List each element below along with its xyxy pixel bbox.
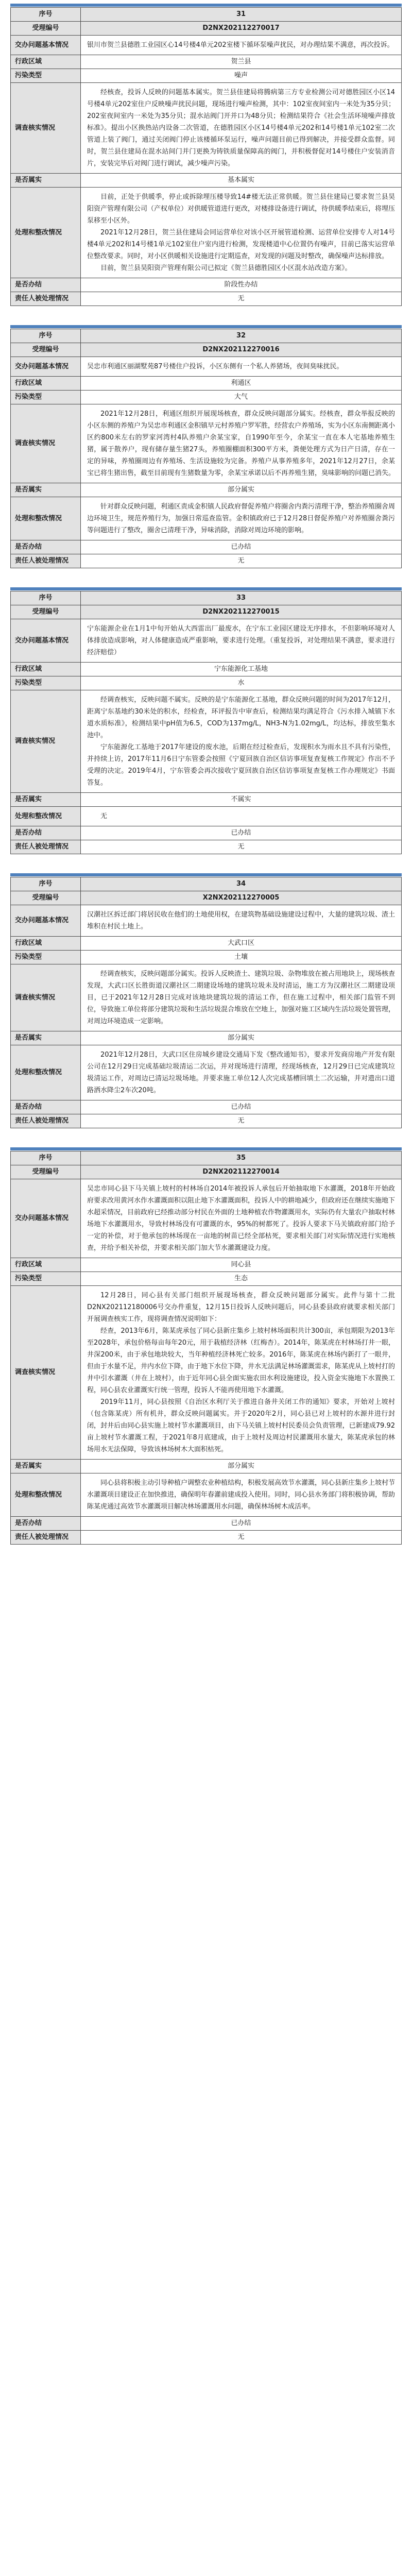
accountability-value: 无: [81, 1531, 402, 1545]
seq-label: 序号: [11, 329, 81, 343]
verified-label: 是否属实: [11, 1460, 81, 1473]
seq-number: 33: [81, 591, 402, 605]
pollution-type-value: 大气: [81, 391, 402, 404]
case-id-label: 受理编号: [11, 891, 81, 905]
case-id: D2NX202112270015: [81, 605, 402, 619]
pollution-type-label: 污染类型: [11, 676, 81, 690]
pollution-type-value: 水: [81, 676, 402, 690]
seq-number: 32: [81, 329, 402, 343]
record-divider-bar: [10, 1147, 402, 1150]
handling-paragraph: 无: [100, 812, 108, 820]
case-id: D2NX202112270016: [81, 343, 402, 357]
investigation-label: 调查核实情况: [11, 964, 81, 1031]
issue-label: 交办问题基本情况: [11, 1179, 81, 1258]
case-id-label: 受理编号: [11, 1165, 81, 1179]
investigation-text: [81, 404, 402, 483]
accountability-value: 无: [81, 554, 402, 568]
accountability-value: 无: [81, 292, 402, 306]
handling-paragraph: 2021年12月28日，贺兰县住建局会同运营单位对该小区开展管道检测、运营单位安排专人对14号楼4单元202和14号楼1单元102室住户室内进行检测，发现楼道中心位置仍有噪声，目前已落实运营单位整改要求。同时，对小区供暖相关设施进行定期巡查，对发现的问题及时整改，确保噪声达标排放。: [87, 229, 395, 260]
record-table: [10, 7, 402, 306]
handling-paragraph: 针对群众反映问题，利通区责成金积镇人民政府督促养殖户将圈舍内粪污清理干净，整治养殖圈舍周边环境卫生，规范养殖行为，加强日常巡查监管。金积镇政府已于12月28日督促养殖户对养殖圈舍粪污等问题进行了整改，圈舍已清理干净，异味消除，消除对周边环境的影响。: [87, 503, 396, 534]
case-id: D2NX202112270014: [81, 1165, 402, 1179]
complaint-record: [10, 325, 402, 568]
verified-label: 是否属实: [11, 483, 81, 497]
case-id-label: 受理编号: [11, 605, 81, 619]
case-id-label: 受理编号: [11, 22, 81, 36]
region-label: 行政区域: [11, 1258, 81, 1272]
pollution-type-value: 土壤: [81, 951, 402, 964]
handling-text: [81, 188, 402, 278]
completion-label: 是否办结: [11, 278, 81, 292]
record-divider-bar: [10, 4, 402, 7]
investigation-text: [81, 83, 402, 174]
handling-paragraph: 2021年12月28日，大武口区住房城乡建设交通局下发《整改通知书》，要求开发商房地产开发有限公司在12月29日完成基础垃圾清运二次运，并对现场进行清理，经现场核查，12月29日已完成建筑垃圾清运工作，对周边已清运垃圾场地。并要求施工单位12人次完成基槽回填土二次运输，并对遗出口道路洒水降尘2车次20吨。: [87, 1051, 395, 1094]
accountability-label: 责任人被处理情况: [11, 292, 81, 306]
handling-text: [81, 1045, 402, 1100]
investigation-text: [81, 964, 402, 1031]
verified-value: 部分属实: [81, 483, 402, 497]
issue-text: 宁东能源企业在1月1中旬开始从大西雷出厂最废水，在宁东工业园区建设无序排水，不但影响环境对人体排放造成影响，对人体健康造成严重影响，要求进行处理。（重复投诉，对处理结果不满意，要求进行经济赔偿）: [81, 619, 402, 663]
issue-text: 银川市贺兰县德胜工业园区心14号楼4单元202室楼下循环泵噪声扰民，对办理结果不满意，再次投诉。: [81, 36, 402, 55]
record-divider-bar: [10, 587, 402, 590]
accountability-label: 责任人被处理情况: [11, 554, 81, 568]
check-paragraph: 12月28日，同心县有关部门组织开展现场核查，群众反映问题部分属实。此件与第十二批D2NX202112180006号交办件重复，12月15日投诉人反映问题后，同心县委县政府就要求相关部门开展调查核实工作，现将调查情况说明如下：: [87, 1292, 395, 1323]
completion-label: 是否办结: [11, 826, 81, 840]
region-value: 大武口区: [81, 937, 402, 951]
check-paragraph: 经核查，投诉人反映的问题基本属实。贺兰县佳建局将腾病第三方专业检测公司对德胜园区小区14号楼4单元202室住户反映噪声扰民问题，现场进行噪声检测，其中：102室夜间室内一米处为35分贝；202室夜间室内一米处为35分贝；混水站阀门开并口为48分贝；检测结果符合《社会生活环境噪声排放标准》。提出小区换热站内设备二次管道，在德胜园区小区14号楼4单元202和14号楼1单元102室二次管道上装了阀门，通过关闭阀门停止该楼循环泵运行，噪声问题目前已得到解决，并接受群众监督。同时，贺兰县住建局在混水站间门并门更换为铸铁质量保障高的阀门，并积极督促对14号楼住户安装消音片，安装完毕后对阀门进行调试，减少噪声污染。: [87, 89, 395, 167]
case-id-label: 受理编号: [11, 343, 81, 357]
handling-paragraph: 目前，正处于供暖季，停止或拆除埋压楼导致14#楼无法正常供暖。贺兰县住建局已要求贺兰县昊阳资产管理有限公司（产权单位）对供暖管道进行更改，对楼排设备进行调试，待供暖季结束后，将埋压泵移至小区外。: [87, 193, 396, 225]
region-label: 行政区域: [11, 377, 81, 391]
pollution-type-label: 污染类型: [11, 1272, 81, 1286]
case-id: D2NX202112270017: [81, 22, 402, 36]
case-id: X2NX202112270005: [81, 891, 402, 905]
issue-label: 交办问题基本情况: [11, 357, 81, 377]
verified-value: 基本属实: [81, 174, 402, 188]
region-label: 行政区域: [11, 55, 81, 69]
accountability-label: 责任人被处理情况: [11, 1531, 81, 1545]
region-label: 行政区域: [11, 663, 81, 676]
seq-label: 序号: [11, 8, 81, 22]
accountability-value: 无: [81, 1114, 402, 1128]
region-value: 贺兰县: [81, 55, 402, 69]
verified-value: 不属实: [81, 793, 402, 807]
record-table: [10, 329, 402, 568]
region-value: 同心县: [81, 1258, 402, 1272]
investigation-label: 调查核实情况: [11, 1286, 81, 1460]
issue-text: 吴忠市利通区丽湖墅苑87号楼住户投诉，小区东侧有一个私人养猪场，夜间臭味扰民。: [81, 357, 402, 377]
region-label: 行政区域: [11, 937, 81, 951]
region-value: 宁东能源化工基地: [81, 663, 402, 676]
handling-label: 处理和整改情况: [11, 497, 81, 540]
completion-label: 是否办结: [11, 1100, 81, 1114]
record-table: [10, 1151, 402, 1545]
verified-value: 部分属实: [81, 1460, 402, 1473]
region-value: 利通区: [81, 377, 402, 391]
seq-number: 34: [81, 877, 402, 891]
accountability-label: 责任人被处理情况: [11, 840, 81, 854]
issue-label: 交办问题基本情况: [11, 36, 81, 55]
investigation-text: [81, 1286, 402, 1460]
accountability-label: 责任人被处理情况: [11, 1114, 81, 1128]
check-paragraph: 2021年12月28日，利通区组织开展现场核查，群众反映问题部分属实。经核查，群众举报反映的小区东侧的养殖户为吴忠市利通区金积镇早元村养殖户罗军胜，经营农户养殖场，实为小区东南侧距离小区约800米左右的罗家河湾村4队养殖户余某宝家，自1990年至今，余某宝一直在本人宅基地养殖生猪，属于散养户，现有储存量生猪27头，养殖圈棚面积300平方米，粪便处理方式为日产日清，存在一定的异味，养殖圈周边有养殖场、生活设施较为完备。养殖户从事养殖多年，2021年12月27日，余某宝已将生猪出售，截至目前现有生猪数量为零，余某宝承诺以后不再养殖生猪，臭味影响的问题已消失。: [87, 410, 396, 477]
seq-label: 序号: [11, 591, 81, 605]
verified-label: 是否属实: [11, 1031, 81, 1045]
verified-value: 部分属实: [81, 1031, 402, 1045]
handling-text: [81, 1473, 402, 1517]
record-table: [10, 877, 402, 1128]
check-paragraph: 经调查核实，反映问题部分属实。投诉人反映渣土、建筑垃圾、杂物堆放在被占用地块上，现场核查发现，大武口区长胜街道汉潮社区二期建设场地的建筑垃圾未及时清运，施工方为汉潮社区二期建设项目，已于2021年12月28日完成对该地块建筑垃圾的清运工作，但在施工过程中，相关部门监管不到位，导致施工单位将部分建筑垃圾和生活垃圾混合堆放在空地上，加强对施工区域内生活垃圾处置管理，对周边环境造成一定影响。: [87, 970, 396, 1025]
seq-number: 35: [81, 1151, 402, 1165]
pollution-type-label: 污染类型: [11, 391, 81, 404]
issue-text: 吴忠市同心县下马关镇上坡村的村林场自2014年被投诉人承包后开始抽取地下水灌溉，2018年开始政府要求改用黄河水作水灌溉面积以阻止地下水灌溉面积，投诉人中的耕地减少，但政府还在继续实施地下水超采情况，目前政府已经推动部分村民在外面的土地种植农作物灌溉用水，实际仍有大量农户抽取村林场地下水灌溉用水，导致村林场没有可灌溉的水，95%的树都死了。投诉人要求下马关镇政府部门给予一定的补偿，对于他承包的林场现在一亩地的树苗已经全部枯死，要求相关部门对实际情况进行实地核查，并给予相关补偿，并要求相关部门加大节水灌溉建设力度。: [81, 1179, 402, 1258]
check-paragraph: 2019年11月，同心县按照《自治区水利厅关于推进自备井关闭工作的通知》要求，开始对上坡村（包含陈某虎）所有机井，群众反映问题属实。并于2020年2月，同心县已对上坡村的水源井进行封闭，封井后由同心县实施上坡村节水灌溉项目，由下马关镇上坡村村民委员会负责管理，已新建成79.92亩上坡村节水灌溉工程，于2021年8月底建成，由于上坡村及周边村民灌溉用水量大，陈某虎承包的林场用水无法保障，导致该林场树木大面积枯死。: [87, 1398, 395, 1453]
complaint-record: [10, 873, 402, 1128]
completion-value: 阶段性办结: [81, 278, 402, 292]
handling-label: 处理和整改情况: [11, 807, 81, 826]
completion-value: 已办结: [81, 1517, 402, 1531]
check-paragraph: 经调查核实，反映问题不属实。反映的是宁东能源化工基地，群众反映问题的时间为2017年12月，距离宁东基地约30米处的积水，经检查，环评报告中审查后，检测结果均满足符合《污水排入城镇下水道水质标准》，检测结果中pH值为6.5，COD为137mg/L，NH3-N为1.02mg/L，均达标，排放至集水池中。: [87, 696, 395, 739]
handling-paragraph: 同心县将积极主动引导种植户调整农业种植结构，积极发展高效节水灌溉，同心县新庄集乡上坡村节水灌溉项目建设正在加快推进，确保明年春灌前建成投入使用。同时，同心县水务部门将积极协调，帮助陈某虎通过高效节水灌溉项目解决林场灌溉用水问题，确保林场树木成活率。: [87, 1479, 396, 1511]
investigation-text: [81, 690, 402, 793]
handling-label: 处理和整改情况: [11, 188, 81, 278]
verified-label: 是否属实: [11, 174, 81, 188]
record-divider-bar: [10, 325, 402, 328]
records-list: [10, 4, 402, 1545]
completion-value: 已办结: [81, 540, 402, 554]
complaint-record: [10, 4, 402, 306]
completion-value: 已办结: [81, 1100, 402, 1114]
issue-label: 交办问题基本情况: [11, 905, 81, 937]
check-paragraph: 宁东能源化工基地于2017年建设的废水池，后期在经过检查后，发现积水为雨水且不具有污染性，并持续上访，2017年11月6日宁东管委会按照《宁夏回族自治区信访事项复查复核工作规定》作出不予受理的决定。2019年4月，宁东管委会再次接收宁夏回族自治区信访事项复查复核工作办理规定》书面答复。: [87, 743, 395, 787]
completion-label: 是否办结: [11, 1517, 81, 1531]
handling-label: 处理和整改情况: [11, 1473, 81, 1517]
handling-text: [81, 807, 402, 826]
complaint-record: [10, 1147, 402, 1545]
issue-label: 交办问题基本情况: [11, 619, 81, 663]
issue-text: 汉潮社区拆迁部门将居民收在他们的土地使用权，在建筑物基础设施建设过程中，大量的建筑垃圾、渣土堆积在村民土地上。: [81, 905, 402, 937]
seq-number: 31: [81, 8, 402, 22]
check-paragraph: 经查，2013年6月，陈某虎承包了同心县新庄集乡上坡村林场面积共计300亩，承包期限为2013年至2028年，承包价格每亩每年20元，用于栽植经济林（红梅杏）。2014年，陈某虎在村林场打井一眼，井深200米，由于承包地块较大，当年种植经济林死亡较多。2016年，陈某虎在林场内新打了一眼井，但由于水量不足，井内水位下降，由于地下水位下降，井水无法满足林场灌溉需求，陈某虎从上坡村打的井中引水灌溉（井在上坡村），由于近年同心县全面实施农田水利设施建设，投入资金实施地下水置换工程，同心县农业灌溉实行统一管理，投诉人不能再使用地下水灌溉。: [87, 1327, 396, 1394]
pollution-type-value: 噪声: [81, 69, 402, 83]
verified-label: 是否属实: [11, 793, 81, 807]
accountability-value: 无: [81, 840, 402, 854]
completion-label: 是否办结: [11, 540, 81, 554]
investigation-label: 调查核实情况: [11, 404, 81, 483]
pollution-type-label: 污染类型: [11, 951, 81, 964]
complaint-record: [10, 587, 402, 854]
handling-label: 处理和整改情况: [11, 1045, 81, 1100]
investigation-label: 调查核实情况: [11, 83, 81, 174]
seq-label: 序号: [11, 1151, 81, 1165]
handling-paragraph: 目前，贺兰县昊阳资产管理有限公司已拟定《贺兰县德胜园区小区混水站改造方案》。: [100, 264, 352, 272]
record-divider-bar: [10, 873, 402, 876]
pollution-type-value: 生态: [81, 1272, 402, 1286]
completion-value: 已办结: [81, 826, 402, 840]
handling-text: [81, 497, 402, 540]
record-table: [10, 591, 402, 854]
seq-label: 序号: [11, 877, 81, 891]
investigation-label: 调查核实情况: [11, 690, 81, 793]
pollution-type-label: 污染类型: [11, 69, 81, 83]
